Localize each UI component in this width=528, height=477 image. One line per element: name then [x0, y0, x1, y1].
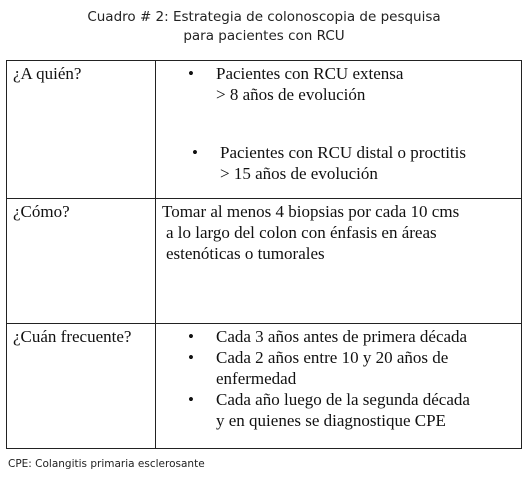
footnote: CPE: Colangitis primaria esclerosante: [8, 458, 205, 470]
strategy-table: [6, 60, 522, 449]
caption-line-2: para pacientes con RCU: [183, 28, 345, 44]
row-label-how: ¿Cómo?: [7, 199, 156, 324]
table-row: [7, 199, 522, 324]
bullet-list: [162, 63, 515, 184]
list-item: [162, 63, 515, 105]
how-line-1: Tomar al menos 4 biopsias por cada 10 cms: [162, 202, 460, 221]
item-line-1: Pacientes con RCU extensa: [216, 64, 404, 83]
table-caption: [0, 8, 528, 46]
list-item: [162, 142, 515, 184]
how-line-2: a lo largo del colon con énfasis en áreas: [166, 223, 437, 242]
row-content-frequency: [156, 324, 522, 449]
item-line-1: Cada 2 años entre 10 y 20 años de: [216, 348, 449, 367]
row-content-who: [156, 61, 522, 199]
item-line-1: Cada año luego de la segunda década: [216, 390, 470, 409]
item-line-2: > 8 años de evolución: [216, 85, 366, 104]
item-line-2: y en quienes se diagnostique CPE: [216, 411, 446, 430]
row-content-how: [156, 199, 522, 324]
bullet-icon: •: [192, 143, 198, 162]
list-item: [162, 389, 515, 431]
caption-line-1: Cuadro # 2: Estrategia de colonoscopia de pesquisa: [87, 9, 441, 25]
how-line-3: estenóticas o tumorales: [166, 244, 325, 263]
item-line-2: enfermedad: [216, 369, 297, 388]
bullet-icon: •: [188, 327, 194, 346]
row-label-frequency: ¿Cuán frecuente?: [7, 324, 156, 449]
list-item: [162, 326, 515, 347]
item-line-1: Pacientes con RCU distal o proctitis: [220, 143, 466, 162]
item-line-2: > 15 años de evolución: [220, 164, 378, 183]
bullet-icon: •: [188, 390, 194, 409]
list-item: [162, 347, 515, 389]
row-label-who: ¿A quién?: [7, 61, 156, 199]
table-row: [7, 61, 522, 199]
item-line-1: Cada 3 años antes de primera década: [216, 327, 468, 346]
table-row: [7, 324, 522, 449]
bullet-icon: •: [188, 348, 194, 367]
bullet-list: [162, 326, 515, 431]
bullet-icon: •: [188, 64, 194, 83]
